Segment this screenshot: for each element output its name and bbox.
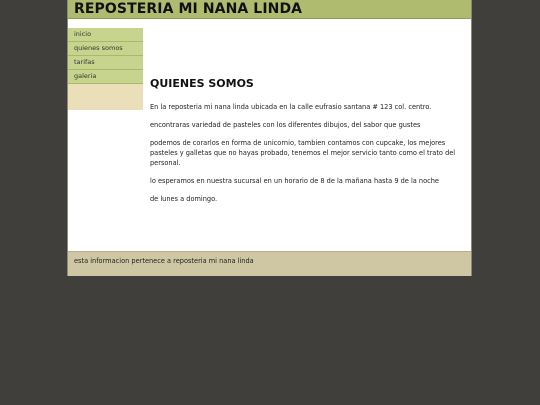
content-paragraph: podemos de corarlos en forma de unicornio, tambien contamos con cupcake, los mejores pasteles y galletas que no hayas probado, tenemos el mejor servicio tanto como el trato del personal. xyxy=(150,139,456,167)
site-header xyxy=(68,0,471,19)
content-paragraph: encontraras variedad de pasteles con los diferentes dibujos, del sabor que gustes xyxy=(150,121,421,129)
page-heading: QUIENES SOMOS xyxy=(150,77,254,90)
sidebar-nav xyxy=(68,28,143,110)
page-container xyxy=(67,0,472,276)
nav-item-galeria[interactable]: galeria xyxy=(68,70,143,84)
footer-text: esta informacion pertenece a reposteria mi nana linda xyxy=(74,257,254,265)
site-title: REPOSTERIA MI NANA LINDA xyxy=(74,1,303,17)
content-paragraph: lo esperamos en nuestra sucursal en un horario de 8 de la mañana hasta 9 de la noche xyxy=(150,177,439,185)
nav-item-tarifas[interactable]: tarifas xyxy=(68,56,143,70)
nav-item-quienes-somos[interactable]: quienes somos xyxy=(68,42,143,56)
content-paragraph: En la reposteria mi nana linda ubicada en la calle eufrasio santana # 123 col. centro. xyxy=(150,103,432,111)
site-footer xyxy=(68,251,471,276)
main-content xyxy=(150,77,468,212)
sidebar-spacer xyxy=(68,84,143,110)
content-paragraph: de lunes a domingo. xyxy=(150,195,218,203)
nav-item-inicio[interactable]: inicio xyxy=(68,28,143,42)
